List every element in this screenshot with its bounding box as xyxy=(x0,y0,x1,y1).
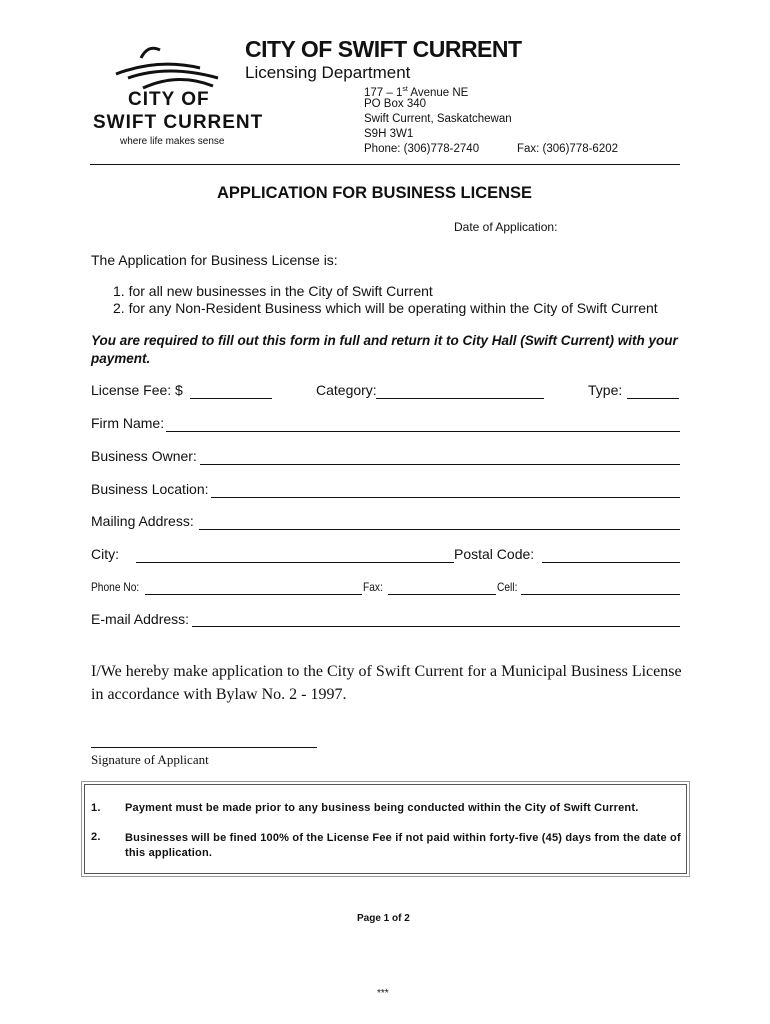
license-fee-label: License Fee: $ xyxy=(91,382,183,398)
header-po-box: PO Box 340 xyxy=(364,98,427,110)
page-number: Page 1 of 2 xyxy=(357,913,410,924)
type-input[interactable] xyxy=(627,398,679,399)
signature-input[interactable] xyxy=(91,747,317,748)
header-department: Licensing Department xyxy=(245,63,411,82)
cell-input[interactable] xyxy=(521,594,680,595)
header-title: CITY OF SWIFT CURRENT xyxy=(245,36,522,62)
header-phone: Phone: (306)778-2740 xyxy=(364,143,480,155)
logo-line2: SWIFT CURRENT xyxy=(93,112,264,133)
notice-text: Payment must be made prior to any business being conducted within the City of Swift Current. xyxy=(125,802,639,814)
header-fax: Fax: (306)778-6202 xyxy=(517,143,619,155)
intro-text: The Application for Business License is: xyxy=(91,252,338,268)
firm-name-input[interactable] xyxy=(166,431,680,432)
logo-tagline: where life makes sense xyxy=(120,136,225,147)
fax-input[interactable] xyxy=(388,594,496,595)
notice-number: 2. xyxy=(91,831,101,843)
instruction-text: You are required to fill out this form in full and return it to City Hall (Swift Current) with your payment. xyxy=(91,333,678,366)
fax-label: Fax: xyxy=(363,580,383,594)
firm-name-label: Firm Name: xyxy=(91,415,165,431)
category-input[interactable] xyxy=(376,398,544,399)
notice-number: 1. xyxy=(91,802,101,814)
business-location-input[interactable] xyxy=(211,497,680,498)
email-input[interactable] xyxy=(192,626,680,627)
postal-code-label: Postal Code: xyxy=(454,546,535,562)
business-owner-label: Business Owner: xyxy=(91,448,197,464)
notice-box xyxy=(84,784,687,874)
footer-marker: *** xyxy=(377,988,389,999)
mailing-address-label: Mailing Address: xyxy=(91,513,194,529)
declaration-text: I/We hereby make application to the City of Swift Current for a Municipal Business License in accordance with Bylaw No. 2 - 1997. xyxy=(91,663,682,703)
address-sup: st xyxy=(402,86,408,93)
header-divider xyxy=(90,164,680,165)
address-street: Avenue NE xyxy=(407,86,469,99)
business-location-label: Business Location: xyxy=(91,481,209,497)
city-label: City: xyxy=(91,546,119,562)
logo-line1: CITY OF xyxy=(128,89,210,110)
email-label: E-mail Address: xyxy=(91,611,190,627)
header-city-prov: Swift Current, Saskatchewan xyxy=(364,113,512,125)
cell-label: Cell: xyxy=(497,580,518,594)
form-title: APPLICATION FOR BUSINESS LICENSE xyxy=(217,184,533,202)
city-logo xyxy=(88,40,264,150)
signature-label: Signature of Applicant xyxy=(91,752,209,767)
postal-code-input[interactable] xyxy=(542,562,680,563)
business-owner-input[interactable] xyxy=(200,464,680,465)
list-item: 1. for all new businesses in the City of Swift Current xyxy=(113,283,433,299)
city-input[interactable] xyxy=(136,562,454,563)
type-label: Type: xyxy=(588,382,623,398)
date-label: Date of Application: xyxy=(454,220,558,234)
category-label: Category: xyxy=(316,382,377,398)
header-postal: S9H 3W1 xyxy=(364,128,414,140)
license-fee-input[interactable] xyxy=(190,398,272,399)
notice-text: Businesses will be fined 100% of the License Fee if not paid within forty-five (45) days from the date of this application. xyxy=(125,832,681,859)
phone-input[interactable] xyxy=(145,594,362,595)
mailing-address-input[interactable] xyxy=(199,529,680,530)
list-item: 2. for any Non-Resident Business which will be operating within the City of Swift Current xyxy=(113,300,658,316)
phone-label: Phone No: xyxy=(91,580,140,594)
address-number: 177 – 1 xyxy=(364,86,403,99)
